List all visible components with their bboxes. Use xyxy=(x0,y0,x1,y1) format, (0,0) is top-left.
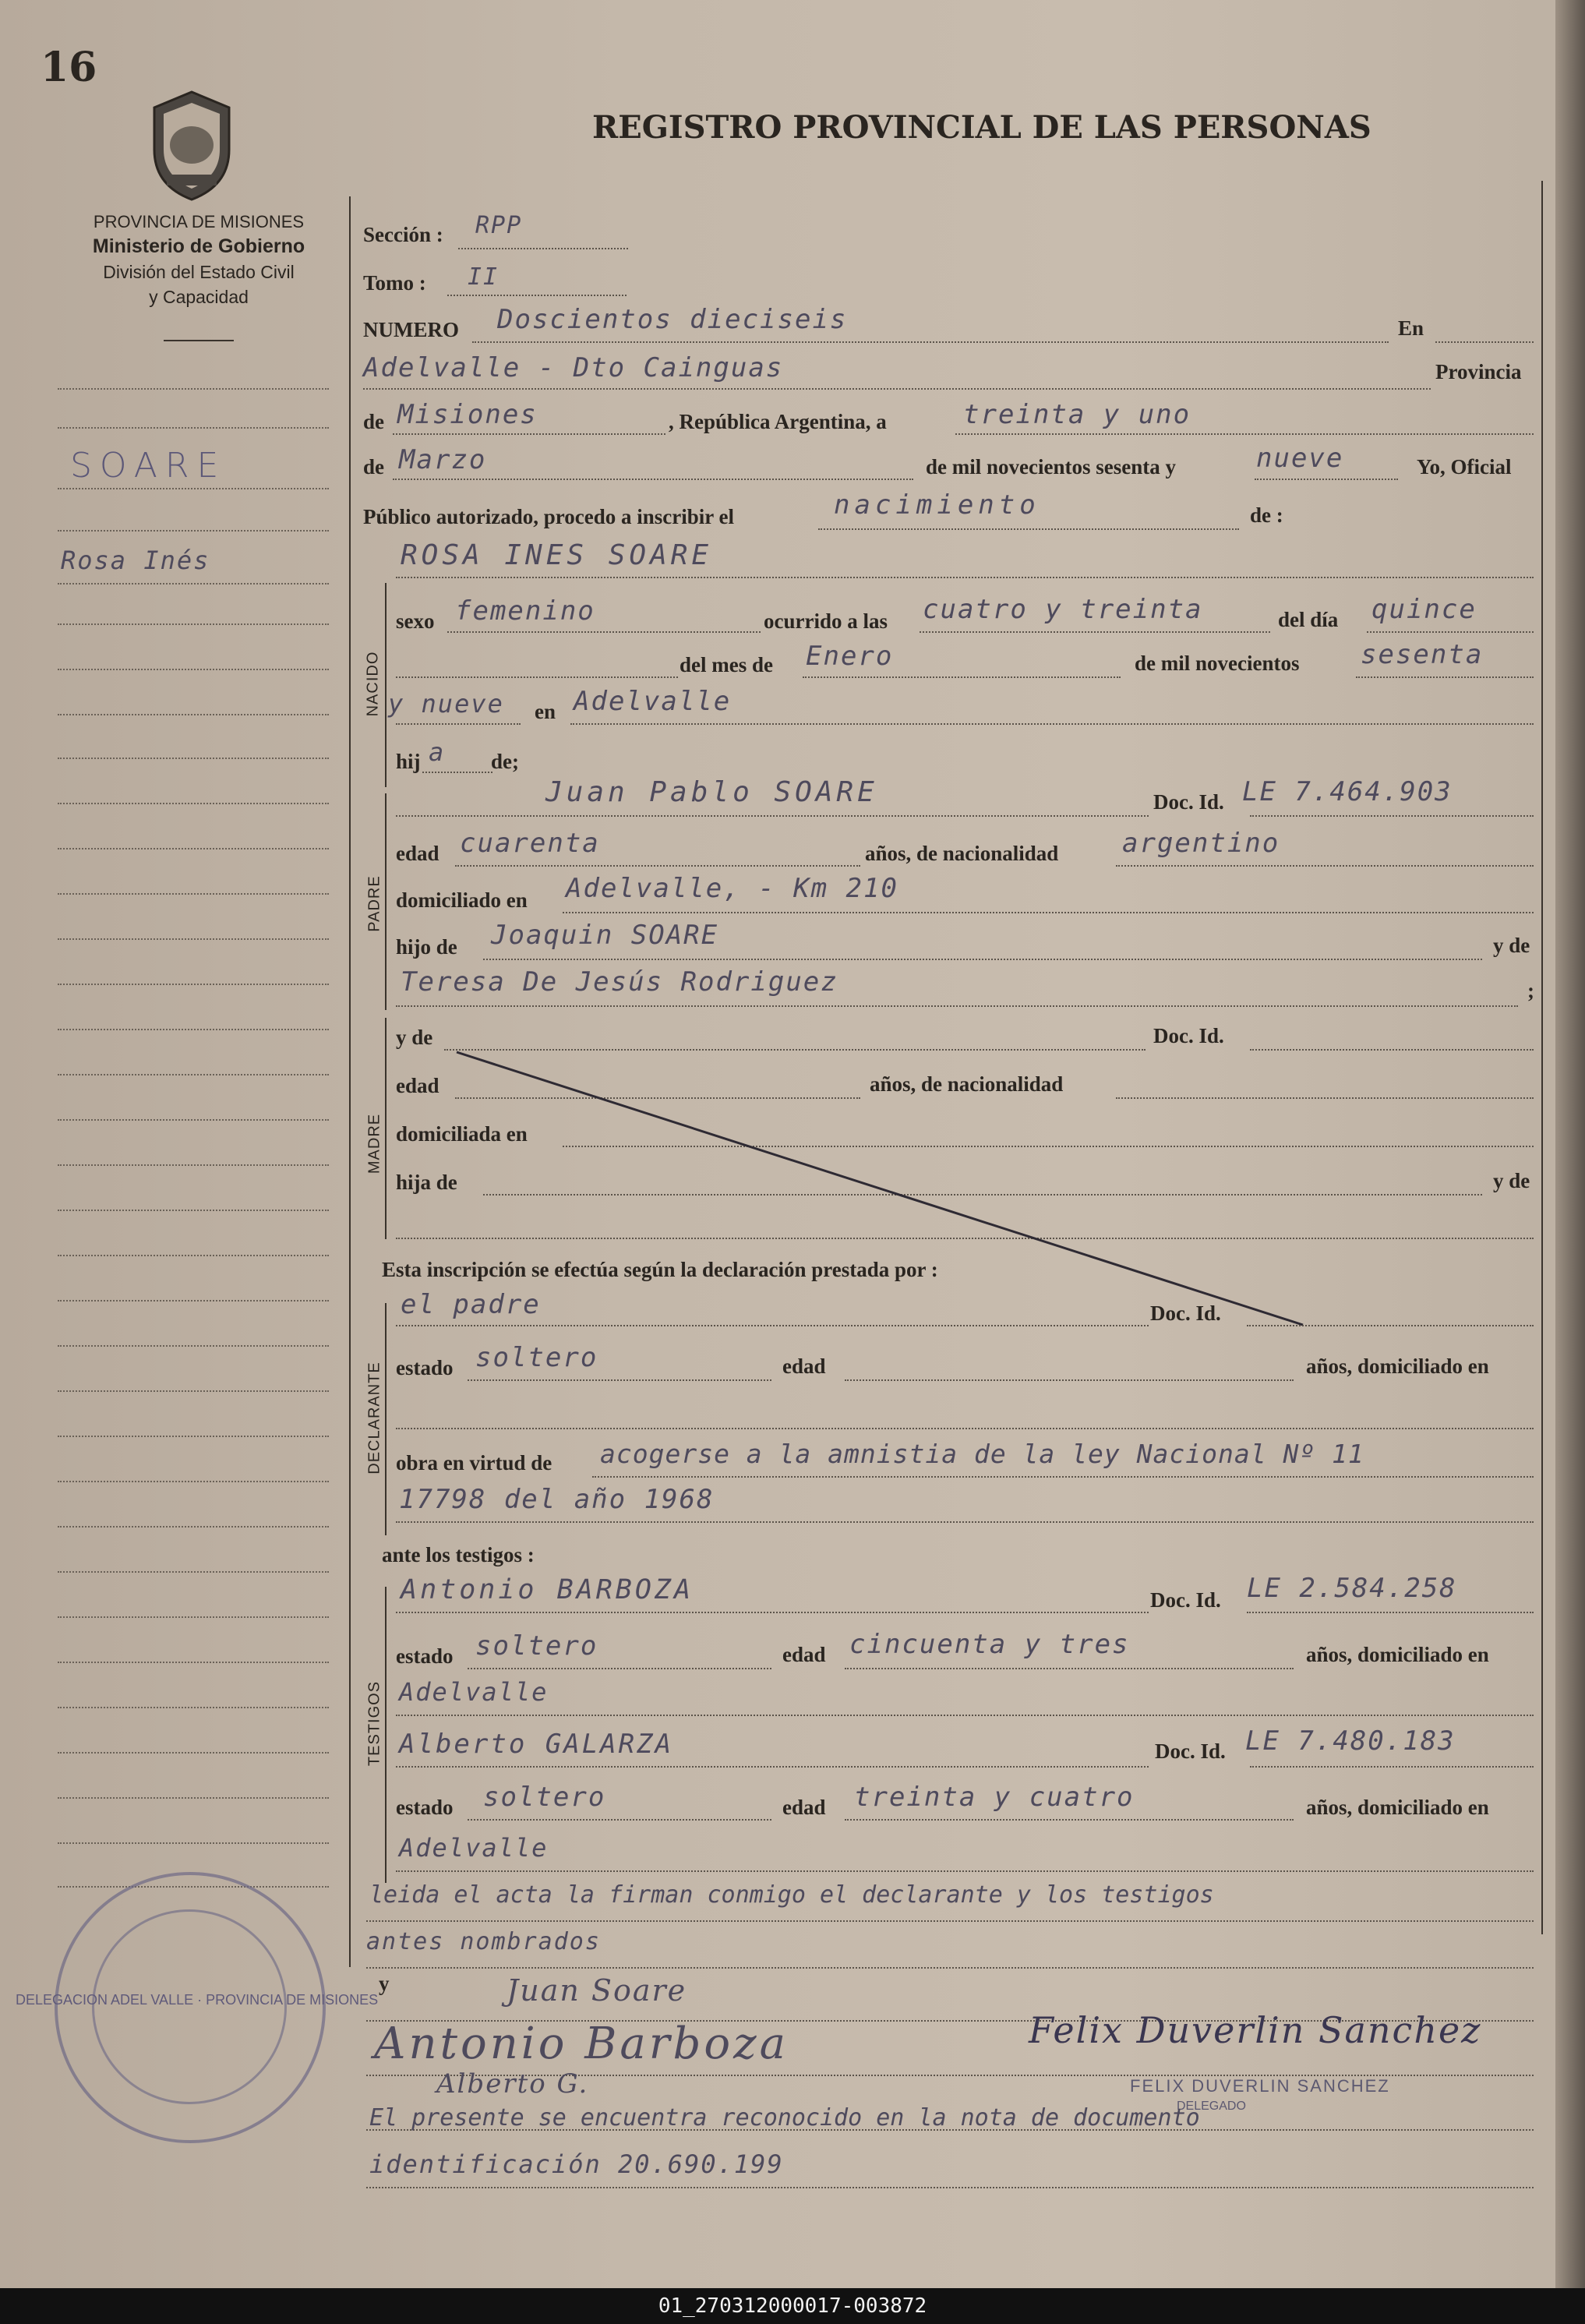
label-doc-declarante: Doc. Id. xyxy=(1150,1302,1221,1325)
label-edad-madre: edad xyxy=(396,1074,439,1097)
value-lugar-nac: Adelvalle xyxy=(574,686,732,717)
value-seccion: RPP xyxy=(475,212,523,239)
value-t2-domicilio: Adelvalle xyxy=(399,1833,549,1863)
label-doc-testigo1: Doc. Id. xyxy=(1150,1588,1221,1612)
value-testigo1: Antonio BARBOZA xyxy=(401,1574,694,1605)
label-edad-declarante: edad xyxy=(782,1354,826,1378)
value-testigo2-doc: LE 7.480.183 xyxy=(1245,1725,1456,1757)
label-en: En xyxy=(1398,316,1424,340)
seal-text: DELEGACION ADEL VALLE · PROVINCIA DE MISIONES xyxy=(16,1992,379,2008)
value-padre-edad: cuarenta xyxy=(460,828,600,859)
value-t2-estado: soltero xyxy=(483,1782,606,1813)
value-t2-edad: treinta y cuatro xyxy=(854,1782,1135,1813)
field-line xyxy=(396,1325,1149,1326)
field-line xyxy=(366,1920,1534,1922)
label-de-colon: de : xyxy=(1250,503,1283,527)
oficial-stamp-name: FELIX DUVERLIN SANCHEZ xyxy=(1130,2076,1390,2096)
value-anio: nueve xyxy=(1256,443,1344,474)
label-estado-declarante: estado xyxy=(396,1356,454,1379)
field-line xyxy=(845,1668,1294,1669)
label-publico: Público autorizado, procedo a inscribir el xyxy=(363,505,734,528)
label-en-nac: en xyxy=(535,700,556,723)
label-del-dia: del día xyxy=(1278,608,1339,631)
value-abuelo: Joaquin SOARE xyxy=(491,920,719,951)
division-capacidad: y Capacidad xyxy=(149,287,249,307)
margin-surname: SOARE xyxy=(70,446,227,486)
value-anio-nac1: sesenta xyxy=(1361,639,1484,670)
field-line xyxy=(845,1819,1294,1821)
value-mes-nac: Enero xyxy=(806,641,894,672)
value-testigo2: Alberto GALARZA xyxy=(399,1729,674,1760)
value-decl-estado: soltero xyxy=(475,1342,598,1373)
margin-given-names: Rosa Inés xyxy=(61,546,210,575)
label-anos-nac-padre: años, de nacionalidad xyxy=(865,842,1059,865)
label-tomo: Tomo : xyxy=(363,271,426,295)
label-domiciliado-padre: domiciliado en xyxy=(396,888,528,912)
value-obra1: acogerse a la amnistia de la ley Nacional Nº 11 xyxy=(600,1439,1364,1469)
value-numero: Doscientos dieciseis xyxy=(497,304,848,335)
label-obra: obra en virtud de xyxy=(396,1451,552,1475)
value-dia-nac: quince xyxy=(1371,594,1477,625)
value-acto: nacimiento xyxy=(834,489,1040,521)
label-de-semi: de; xyxy=(491,750,519,773)
label-republica: , República Argentina, a xyxy=(669,410,887,433)
value-t1-domicilio: Adelvalle xyxy=(399,1677,549,1707)
ministry-name: Ministerio de Gobierno xyxy=(92,235,305,257)
value-nota1: El presente se encuentra reconocido en la nota de documento xyxy=(369,2104,1200,2132)
label-de-mil-nac: de mil novecientos xyxy=(1135,652,1300,675)
value-cierre2: antes nombrados xyxy=(366,1928,601,1955)
value-obra2: 17798 del año 1968 xyxy=(399,1484,715,1515)
value-padre-nac: argentino xyxy=(1122,828,1280,859)
label-edad-padre: edad xyxy=(396,842,439,865)
signature-antonio: Antonio Barboza xyxy=(374,2018,789,2069)
side-label-padre: PADRE xyxy=(365,875,383,932)
label-inscripcion: Esta inscripción se efectúa según la declaración prestada por : xyxy=(382,1258,938,1281)
field-line xyxy=(396,1428,1534,1429)
value-anio-nac2: y nueve xyxy=(388,689,504,719)
value-declarante: el padre xyxy=(401,1289,541,1320)
label-de-provincia: de xyxy=(363,410,384,433)
label-anos-domic-declarante: años, domiciliado en xyxy=(1306,1354,1489,1378)
field-line xyxy=(1247,1612,1534,1613)
value-padre-domicilio: Adelvalle, - Km 210 xyxy=(566,873,898,904)
label-anos-testigo2: años, domiciliado en xyxy=(1306,1796,1489,1819)
value-padre: Juan Pablo SOARE xyxy=(545,776,878,808)
label-sexo: sexo xyxy=(396,609,435,633)
value-lugar: Adelvalle - Dto Cainguas xyxy=(363,352,784,383)
label-domiciliada: domiciliada en xyxy=(396,1122,528,1146)
signature-oficial: Felix Duverlin Sanchez xyxy=(1029,2009,1482,2051)
label-del-mes: del mes de xyxy=(680,653,773,676)
value-nombre: ROSA INES SOARE xyxy=(401,539,713,571)
value-t1-edad: cincuenta y tres xyxy=(849,1629,1130,1660)
label-doc-padre: Doc. Id. xyxy=(1153,790,1224,814)
label-edad-testigo2: edad xyxy=(782,1796,826,1819)
label-y-de-padre: y de xyxy=(1493,934,1530,957)
registry-title: REGISTRO PROVINCIAL DE LAS PERSONAS xyxy=(592,109,1371,146)
value-dia: treinta y uno xyxy=(963,399,1191,430)
archive-id-bar: 01_270312000017-003872 xyxy=(0,2288,1585,2324)
label-hija-de: hija de xyxy=(396,1171,457,1194)
signature-alberto: Alberto G. xyxy=(436,2068,589,2100)
label-y-de-madre: y de xyxy=(396,1026,433,1049)
label-seccion: Sección : xyxy=(363,223,443,246)
signature-juan: Juan Soare xyxy=(507,1973,687,2008)
value-abuela: Teresa De Jesús Rodriguez xyxy=(401,966,838,998)
value-hora: cuatro y treinta xyxy=(923,594,1203,625)
oficial-stamp-cargo: DELEGADO xyxy=(1177,2100,1246,2113)
label-ocurrido: ocurrido a las xyxy=(764,609,888,633)
field-line xyxy=(396,1715,1534,1716)
value-cierre1: leida el acta la firman conmigo el declarante y los testigos xyxy=(369,1881,1214,1909)
label-estado-testigo1: estado xyxy=(396,1644,454,1668)
value-testigo1-doc: LE 2.584.258 xyxy=(1247,1573,1457,1604)
field-line xyxy=(1250,1766,1534,1768)
label-estado-testigo2: estado xyxy=(396,1796,454,1819)
field-line xyxy=(366,2187,1534,2188)
value-t1-estado: soltero xyxy=(475,1630,598,1662)
side-label-madre: MADRE xyxy=(365,1113,383,1174)
province-name: PROVINCIA DE MISIONES xyxy=(93,212,305,231)
field-line xyxy=(468,1819,771,1821)
value-mes: Marzo xyxy=(399,444,487,475)
field-line xyxy=(468,1379,771,1381)
page-number: 16 xyxy=(41,44,97,91)
field-line xyxy=(845,1379,1294,1381)
value-provincia: Misiones xyxy=(397,399,538,430)
value-hij-suffix: a xyxy=(429,737,446,767)
label-hijo-de: hijo de xyxy=(396,935,457,959)
field-line xyxy=(1247,1325,1534,1326)
field-line xyxy=(396,1870,1534,1872)
label-ante-testigos: ante los testigos : xyxy=(382,1543,535,1566)
value-tomo: II xyxy=(468,263,500,291)
label-hij: hij xyxy=(396,750,421,773)
field-line xyxy=(396,1521,1534,1523)
division-name: División del Estado Civil xyxy=(103,262,295,282)
value-sexo: femenino xyxy=(455,595,595,627)
label-semicolon: ; xyxy=(1527,979,1534,1002)
side-label-declarante: DECLARANTE xyxy=(365,1362,383,1475)
label-numero: NUMERO xyxy=(363,318,459,341)
field-line xyxy=(396,1766,1149,1768)
field-line xyxy=(366,1967,1534,1969)
side-label-testigos: TESTIGOS xyxy=(365,1680,383,1767)
label-de-mes: de xyxy=(363,455,384,479)
label-doc-testigo2: Doc. Id. xyxy=(1155,1739,1226,1763)
label-y-de-madre2: y de xyxy=(1493,1169,1530,1192)
label-de-mil: de mil novecientos sesenta y xyxy=(926,455,1176,479)
label-y-firma: y xyxy=(379,1972,390,1995)
field-line xyxy=(396,1612,1149,1613)
label-edad-testigo1: edad xyxy=(782,1643,826,1666)
field-line xyxy=(592,1476,1534,1478)
label-anos-nac-madre: años, de nacionalidad xyxy=(870,1072,1064,1096)
label-doc-madre: Doc. Id. xyxy=(1153,1024,1224,1047)
label-yo-oficial: Yo, Oficial xyxy=(1417,455,1512,479)
value-nota2: identificación 20.690.199 xyxy=(369,2149,784,2179)
field-line xyxy=(468,1668,771,1669)
side-label-nacido: NACIDO xyxy=(364,651,382,717)
label-provincia: Provincia xyxy=(1435,360,1522,383)
label-anos-testigo1: años, domiciliado en xyxy=(1306,1643,1489,1666)
value-padre-doc: LE 7.464.903 xyxy=(1242,776,1453,807)
